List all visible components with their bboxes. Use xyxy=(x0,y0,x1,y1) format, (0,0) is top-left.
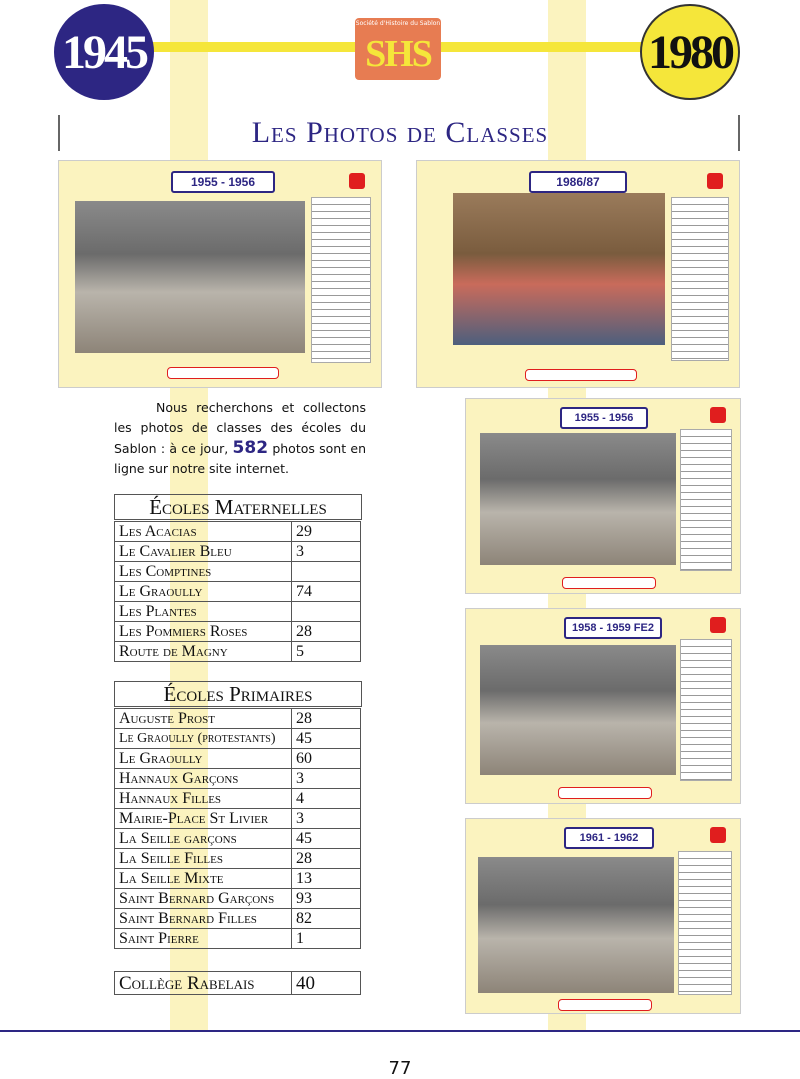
title-divider xyxy=(738,115,740,151)
photo-image xyxy=(480,433,676,565)
table-row xyxy=(115,622,361,642)
school-name: Les Plantes xyxy=(115,602,292,622)
school-name: Saint Pierre xyxy=(115,929,292,949)
school-count: 93 xyxy=(292,889,361,909)
photo-footer xyxy=(525,369,637,381)
primaires-title: Écoles Primaires xyxy=(114,681,362,707)
year-start-badge xyxy=(54,4,154,100)
year-end-badge xyxy=(640,4,740,100)
school-count xyxy=(292,602,361,622)
school-count: 3 xyxy=(292,809,361,829)
name-list xyxy=(680,429,732,571)
table-row xyxy=(115,849,361,869)
photo-caption: 1958 - 1959 FE2 xyxy=(564,617,662,639)
table-row xyxy=(115,829,361,849)
photo-count: 582 xyxy=(232,438,269,458)
college-table xyxy=(114,971,361,995)
school-count: 40 xyxy=(292,972,361,995)
maternelles-table xyxy=(114,521,361,662)
school-count: 29 xyxy=(292,522,361,542)
school-count: 1 xyxy=(292,929,361,949)
name-list xyxy=(678,851,732,995)
crest-icon xyxy=(710,407,726,423)
school-count: 60 xyxy=(292,749,361,769)
school-count: 3 xyxy=(292,769,361,789)
school-name: Hannaux Filles xyxy=(115,789,292,809)
logo-text: SHS xyxy=(365,33,431,75)
table-row xyxy=(115,729,361,749)
photo-caption: 1955 - 1956 xyxy=(171,171,275,193)
photo-caption: 1961 - 1962 xyxy=(564,827,654,849)
table-row xyxy=(115,789,361,809)
school-name: Le Cavalier Bleu xyxy=(115,542,292,562)
school-name: Route de Magny xyxy=(115,642,292,662)
crest-icon xyxy=(707,173,723,189)
school-count: 13 xyxy=(292,869,361,889)
name-list xyxy=(311,197,371,363)
photo-image xyxy=(453,193,665,345)
photo-footer xyxy=(167,367,279,379)
school-count: 28 xyxy=(292,622,361,642)
table-row xyxy=(115,522,361,542)
crest-icon xyxy=(710,617,726,633)
table-row xyxy=(115,582,361,602)
class-photo xyxy=(416,160,740,388)
school-name: Le Graoully xyxy=(115,582,292,602)
school-name: La Seille Filles xyxy=(115,849,292,869)
class-photo xyxy=(465,398,741,594)
table-row xyxy=(115,909,361,929)
photo-image xyxy=(478,857,674,993)
table-row xyxy=(115,542,361,562)
school-count: 45 xyxy=(292,829,361,849)
school-name: Les Pommiers Roses xyxy=(115,622,292,642)
page-number: 77 xyxy=(388,1058,412,1079)
school-name: Le Graoully xyxy=(115,749,292,769)
school-count: 45 xyxy=(292,729,361,749)
crest-icon xyxy=(349,173,365,189)
intro-before: Nous recherchons et collectons les photos de classes des écoles du Sablon : à ce jour, xyxy=(114,400,366,456)
photo-footer xyxy=(562,577,656,589)
shs-logo xyxy=(355,18,441,80)
class-photo xyxy=(465,608,741,804)
table-row xyxy=(115,602,361,622)
table-row xyxy=(115,749,361,769)
school-name: Hannaux Garçons xyxy=(115,769,292,789)
school-name: Saint Bernard Filles xyxy=(115,909,292,929)
class-photo xyxy=(58,160,382,388)
school-name: Les Comptines xyxy=(115,562,292,582)
school-name: La Seille garçons xyxy=(115,829,292,849)
school-count xyxy=(292,562,361,582)
photo-image xyxy=(480,645,676,775)
name-list xyxy=(671,197,729,361)
school-count: 4 xyxy=(292,789,361,809)
class-photo xyxy=(465,818,741,1014)
school-name: Collège Rabelais xyxy=(115,972,292,995)
school-count: 82 xyxy=(292,909,361,929)
table-row xyxy=(115,642,361,662)
page-title: Les Photos de Classes xyxy=(251,116,549,149)
school-name: Saint Bernard Garçons xyxy=(115,889,292,909)
school-name: La Seille Mixte xyxy=(115,869,292,889)
table-row xyxy=(115,809,361,829)
school-count: 28 xyxy=(292,849,361,869)
logo-subtitle: Société d'Histoire du Sablon xyxy=(355,20,441,27)
school-count: 3 xyxy=(292,542,361,562)
photo-footer xyxy=(558,999,652,1011)
crest-icon xyxy=(710,827,726,843)
school-count: 28 xyxy=(292,709,361,729)
table-row xyxy=(115,769,361,789)
photo-caption: 1986/87 xyxy=(529,171,627,193)
photo-footer xyxy=(558,787,652,799)
school-name: Mairie-Place St Livier xyxy=(115,809,292,829)
table-row xyxy=(115,889,361,909)
table-row xyxy=(115,709,361,729)
footer-line xyxy=(0,1030,800,1032)
table-row xyxy=(115,562,361,582)
school-count: 74 xyxy=(292,582,361,602)
photo-image xyxy=(75,201,305,353)
school-name: Les Acacias xyxy=(115,522,292,542)
primaires-table xyxy=(114,708,361,949)
photo-caption: 1955 - 1956 xyxy=(560,407,648,429)
name-list xyxy=(680,639,732,781)
intro-after: photos sont en ligne sur notre site internet. xyxy=(114,441,367,476)
table-row xyxy=(115,869,361,889)
table-row xyxy=(115,972,361,995)
intro-text xyxy=(114,398,366,479)
school-count: 5 xyxy=(292,642,361,662)
school-name: Le Graoully (protestants) xyxy=(115,729,292,749)
table-row xyxy=(115,929,361,949)
title-divider xyxy=(58,115,60,151)
year-start: 1945 xyxy=(62,25,146,79)
school-name: Auguste Prost xyxy=(115,709,292,729)
maternelles-title: Écoles Maternelles xyxy=(114,494,362,520)
year-end: 1980 xyxy=(648,25,732,79)
